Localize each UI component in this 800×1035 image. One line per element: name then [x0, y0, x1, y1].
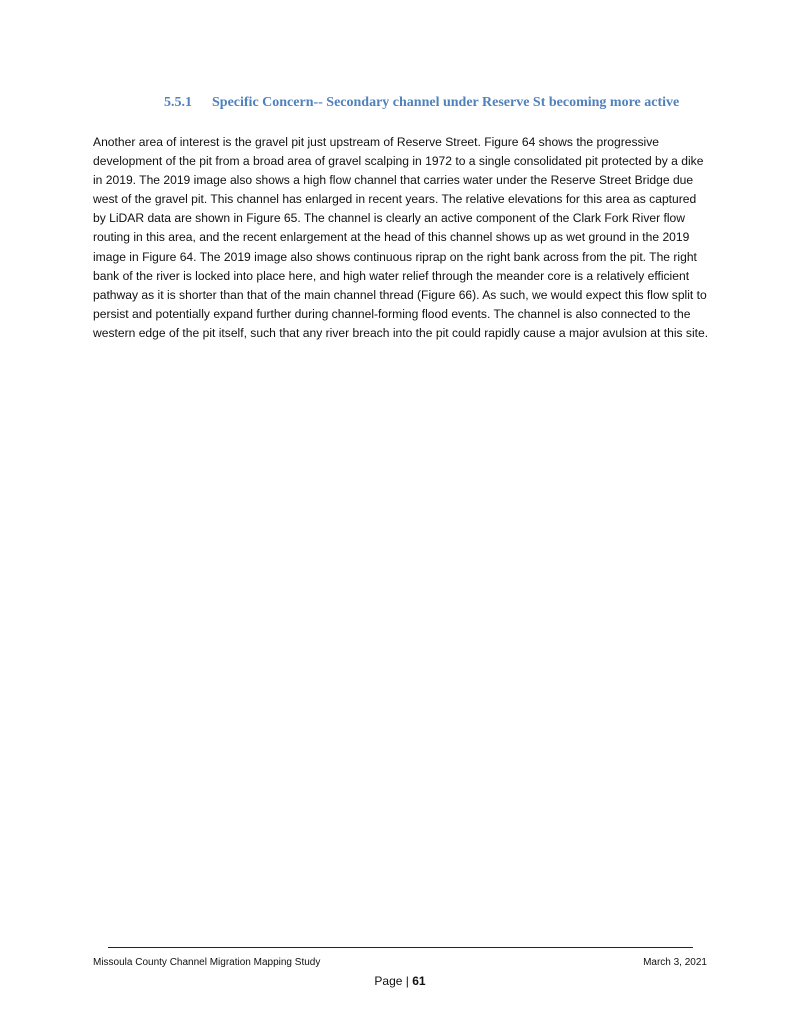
section-number: 5.5.1 [164, 95, 192, 110]
footer-date: March 3, 2021 [643, 957, 707, 968]
page-number [0, 973, 800, 989]
section-title: Specific Concern-- Secondary channel under Reserve St becoming more active [212, 95, 680, 110]
page-label: Page | [374, 974, 413, 988]
footer-divider [108, 947, 693, 948]
page-number-value: 61 [412, 974, 426, 988]
body-paragraph: Another area of interest is the gravel pit just upstream of Reserve Street. Figure 64 shows the progressive development of the pit from a broad area of gravel scalping in 1972 to a single consolidated pit protected by a dike in 2019. The 2019 image also shows a high flow channel that carries water under the Reserve Street Bridge due west of the gravel pit. This channel has enlarged in recent years. The relative elevations for this area as captured by LiDAR data are shown in Figure 65. The channel is clearly an active component of the Clark Fork River flow routing in this area, and the recent enlargement at the head of this channel shows up as wet ground in the 2019 image in Figure 64. The 2019 image also shows continuous riprap on the right bank across from the pit. The right bank of the river is locked into place here, and high water relief through the meander core is a relatively efficient pathway as it is shorter than that of the main channel thread (Figure 66). As such, we would expect this flow split to persist and potentially expand further during channel-forming flood events. The channel is also connected to the western edge of the pit itself, such that any river breach into the pit could rapidly cause a major avulsion at this site. [93, 135, 709, 340]
section-heading [164, 94, 704, 112]
footer-document-title: Missoula County Channel Migration Mapping Study [93, 957, 321, 968]
